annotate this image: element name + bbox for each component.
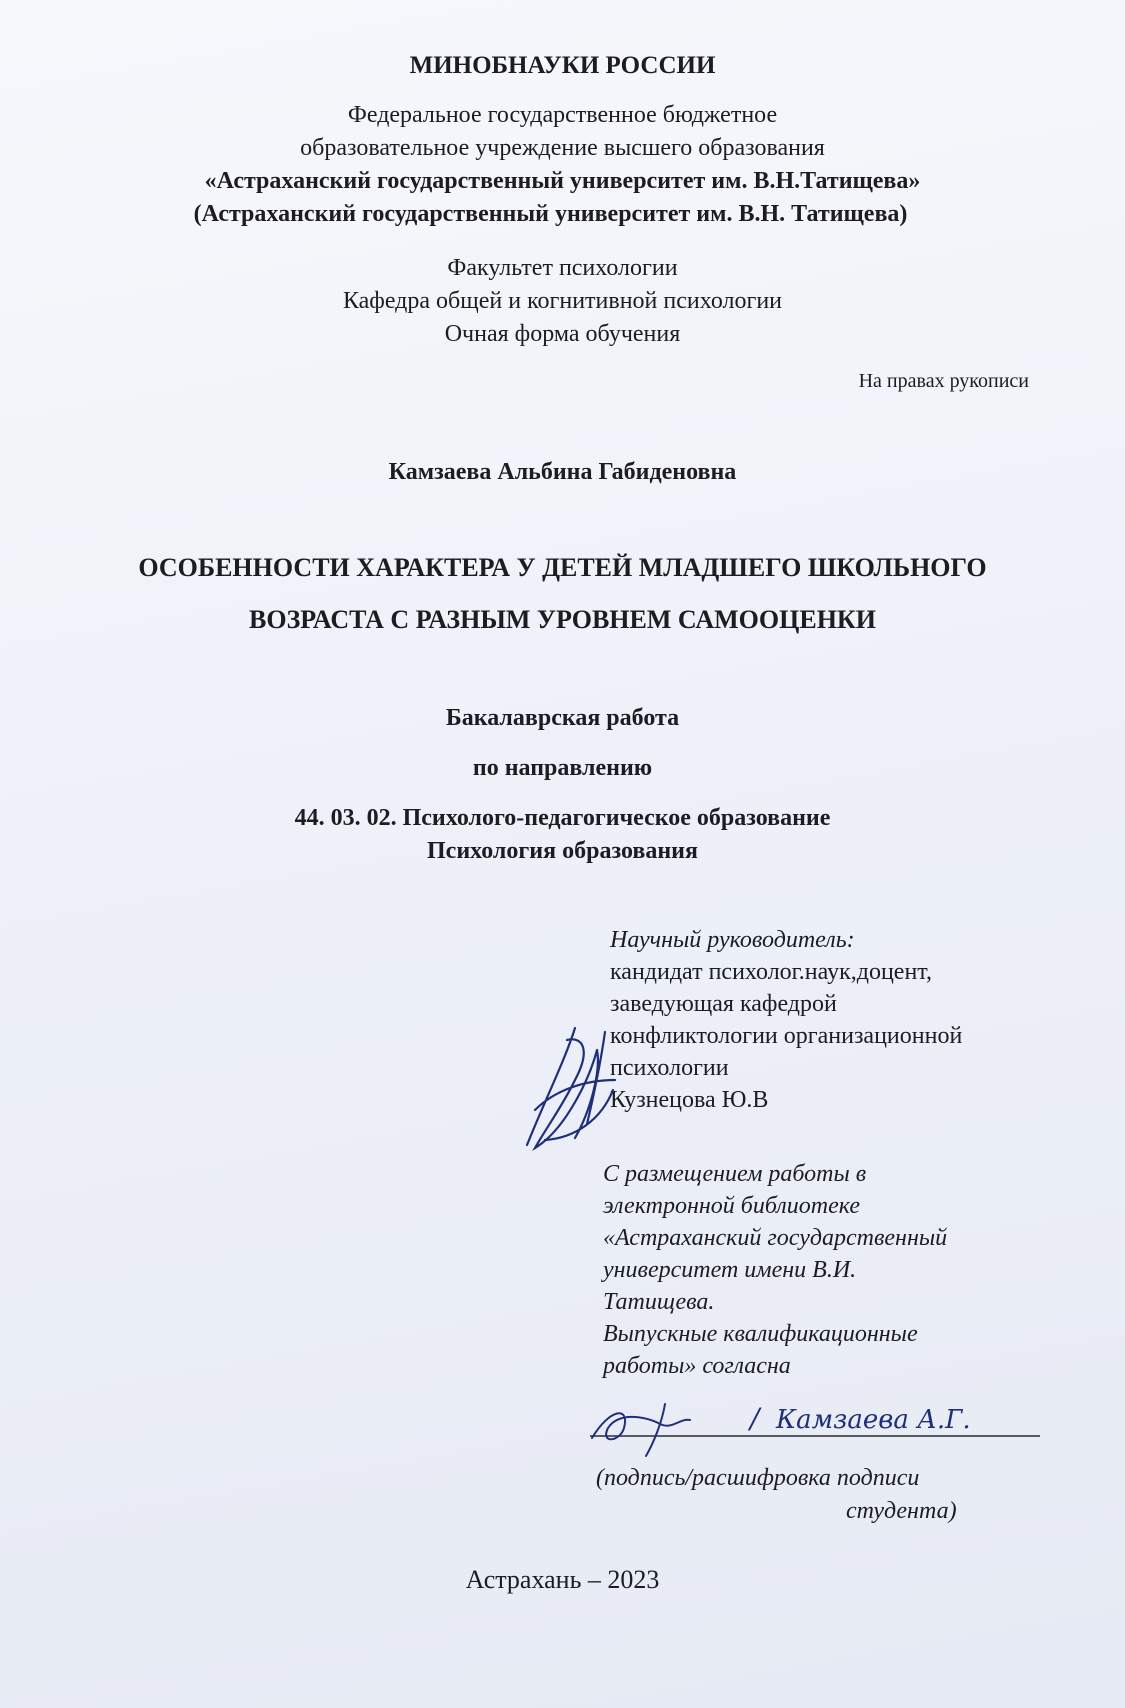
- consent-line-4: университет имени В.И.: [603, 1257, 857, 1283]
- university-name: «Астраханский государственный университет им. В.Н.Татищева»: [204, 168, 921, 194]
- consent-line-7: работы» согласна: [603, 1353, 791, 1379]
- work-type: Бакалаврская работа: [445, 705, 680, 731]
- thesis-title-line-1: ОСОБЕННОСТИ ХАРАКТЕРА У ДЕТЕЙ МЛАДШЕГО ШКОЛЬНОГО: [138, 553, 987, 582]
- faculty-name: Факультет психологии: [447, 255, 678, 281]
- author-name: Камзаева Альбина Габиденовна: [388, 459, 737, 485]
- supervisor-degree: кандидат психолог.наук,доцент,: [610, 959, 932, 985]
- supervisor-label: Научный руководитель:: [610, 927, 855, 953]
- signature-caption-line-2: студента): [846, 1498, 957, 1524]
- department-name: Кафедра общей и когнитивной психологии: [342, 288, 783, 314]
- handwritten-name: Камзаева А.Г.: [776, 1405, 971, 1435]
- signature-caption-line-1: (подпись/расшифровка подписи: [596, 1465, 920, 1491]
- thesis-title-line-2: ВОЗРАСТА С РАЗНЫМ УРОВНЕМ САМООЦЕНКИ: [249, 605, 876, 634]
- work-direction: по направлению: [472, 755, 653, 781]
- supervisor-department-cont: психологии: [610, 1055, 729, 1081]
- consent-line-1: С размещением работы в: [603, 1161, 867, 1187]
- study-form: Очная форма обучения: [444, 321, 681, 347]
- supervisor-signature: [505, 1020, 625, 1160]
- supervisor-position: заведующая кафедрой: [610, 991, 837, 1017]
- signature-slash: /: [750, 1402, 760, 1435]
- consent-line-2: электронной библиотеке: [603, 1193, 861, 1219]
- consent-block: [603, 1158, 947, 1382]
- supervisor-department: конфликтологии организационной: [610, 1023, 963, 1049]
- consent-line-5: Татищева.: [603, 1289, 715, 1315]
- supervisor-name: Кузнецова Ю.В: [610, 1087, 769, 1113]
- city-year: Астрахань – 2023: [465, 1565, 660, 1594]
- direction-profile: Психология образования: [427, 838, 698, 864]
- direction-code: 44. 03. 02. Психолого-педагогическое образование: [294, 805, 831, 831]
- org-line-1: Федеральное государственное бюджетное: [347, 102, 778, 128]
- manuscript-note: На правах рукописи: [858, 370, 1029, 392]
- ministry-heading: МИНОБНАУКИ РОССИИ: [409, 52, 716, 79]
- org-line-2: образовательное учреждение высшего образования: [300, 135, 825, 161]
- consent-line-6: Выпускные квалификационные: [603, 1321, 918, 1347]
- university-short-name: (Астраханский государственный университет им. В.Н. Татищева): [193, 201, 908, 227]
- student-signature-area: [580, 1398, 1060, 1458]
- consent-line-3: «Астраханский государственный: [603, 1225, 948, 1251]
- supervisor-block: [610, 924, 962, 1116]
